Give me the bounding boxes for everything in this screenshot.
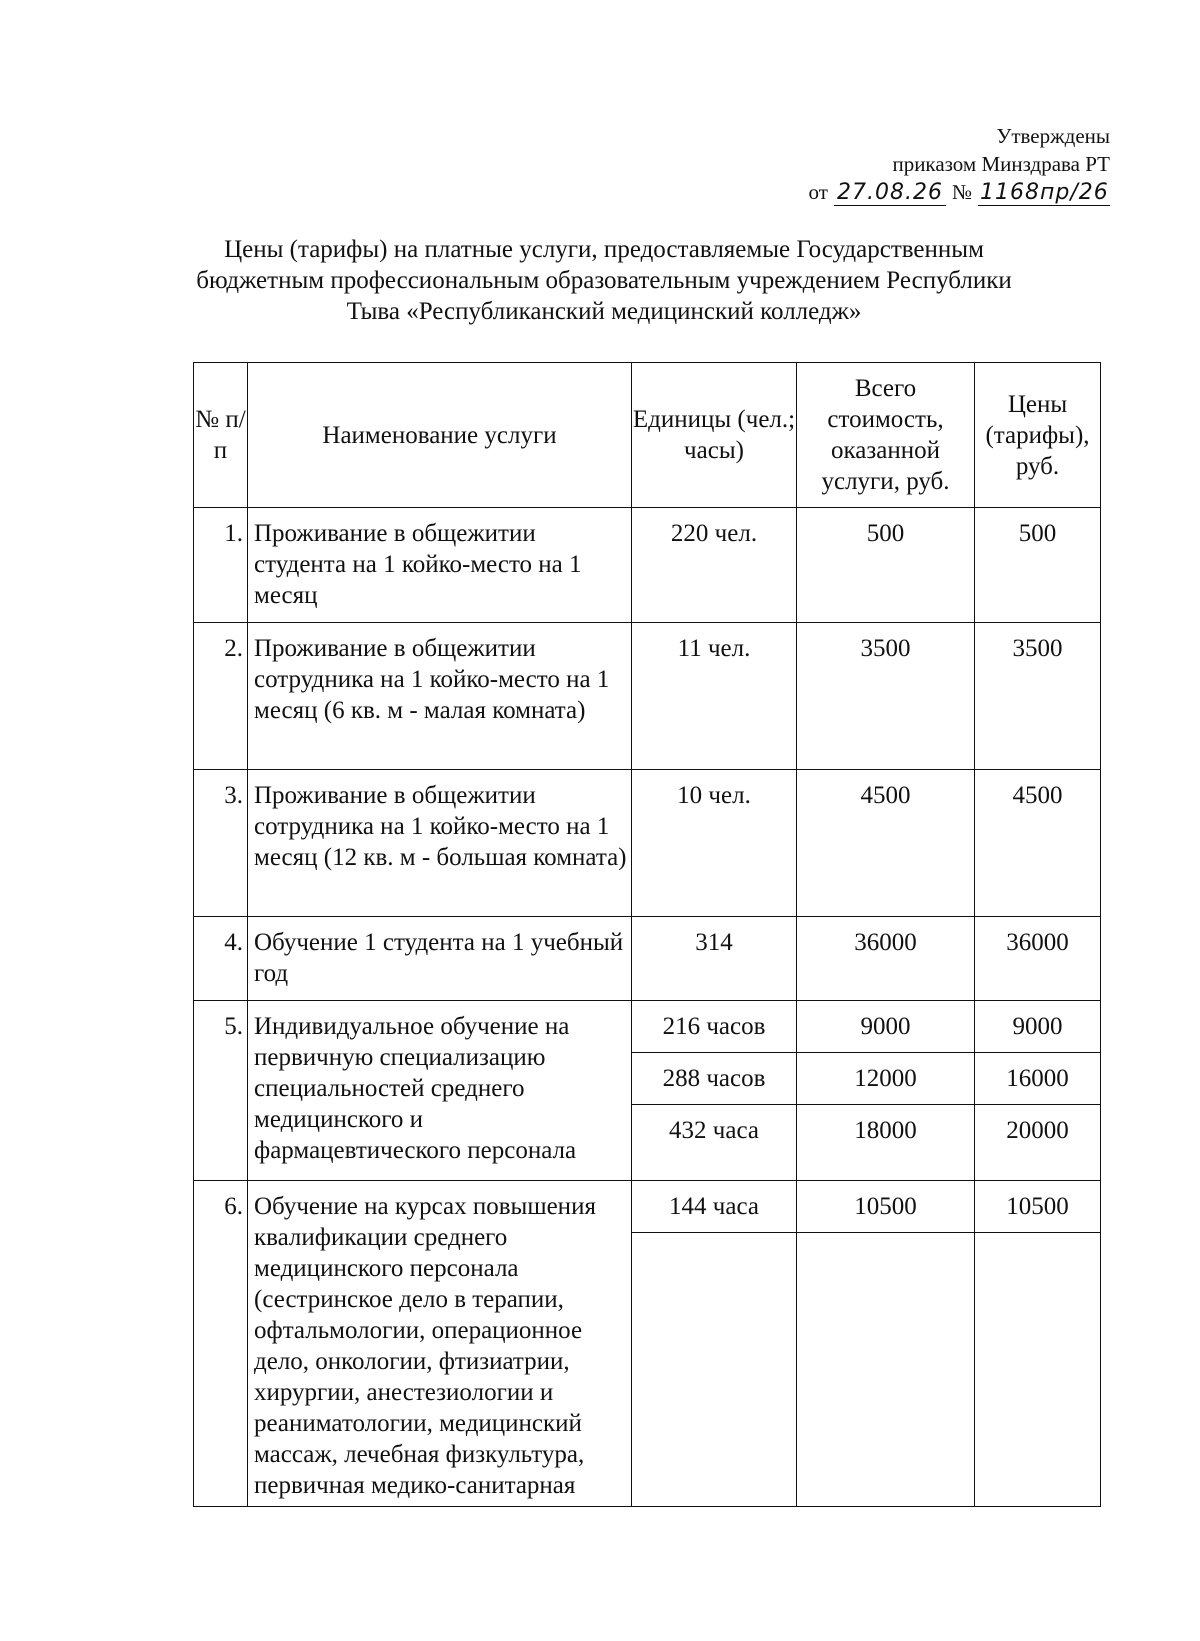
order-number-prefix: № xyxy=(951,180,972,204)
handwritten-date: 27.08.26 xyxy=(834,181,946,206)
handwritten-order-number: 1168пр/26 xyxy=(980,180,1109,205)
row-units xyxy=(632,1233,797,1507)
row-total: 9000 xyxy=(797,1001,975,1053)
header-total: Всего стоимость, оказанной услуги, руб. xyxy=(797,363,975,508)
row-num: 1. xyxy=(194,508,248,623)
row-price: 500 xyxy=(975,508,1101,623)
row-total: 10500 xyxy=(797,1181,975,1233)
row-price: 4500 xyxy=(975,770,1101,917)
row-units: 216 часов xyxy=(632,1001,797,1053)
row-name: Проживание в общежитии сотрудника на 1 койко-место на 1 месяц (6 кв. м - малая комната) xyxy=(248,623,632,770)
row-price xyxy=(975,1233,1101,1507)
header-num: № п/п xyxy=(194,363,248,508)
row-units: 144 часа xyxy=(632,1181,797,1233)
row-price: 36000 xyxy=(975,917,1101,1001)
order-from-prefix: от xyxy=(808,180,828,204)
row-units: 288 часов xyxy=(632,1053,797,1105)
approval-stamp xyxy=(809,122,1110,206)
table-row xyxy=(194,508,1101,623)
table-row xyxy=(194,1181,1101,1233)
row-price: 3500 xyxy=(975,623,1101,770)
approval-line-1: Утверждены xyxy=(996,124,1110,148)
row-total: 18000 xyxy=(797,1105,975,1181)
row-total: 500 xyxy=(797,508,975,623)
table-header-row xyxy=(194,363,1101,508)
row-total xyxy=(797,1233,975,1507)
approval-line-2: приказом Минздрава РТ xyxy=(892,152,1110,176)
row-units: 10 чел. xyxy=(632,770,797,917)
header-price: Цены (тарифы), руб. xyxy=(975,363,1101,508)
row-num: 6. xyxy=(194,1181,248,1507)
price-table xyxy=(193,362,1101,1507)
row-units: 432 часа xyxy=(632,1105,797,1181)
row-units: 314 xyxy=(632,917,797,1001)
row-num: 2. xyxy=(194,623,248,770)
approval-order-line xyxy=(809,178,1110,206)
row-name: Проживание в общежитии сотрудника на 1 койко-место на 1 месяц (12 кв. м - большая комната) xyxy=(248,770,632,917)
table-row xyxy=(194,1001,1101,1053)
row-total: 36000 xyxy=(797,917,975,1001)
row-num: 3. xyxy=(194,770,248,917)
header-name: Наименование услуги xyxy=(248,363,632,508)
row-name: Обучение на курсах повышения квалификации среднего медицинского персонала (сестринское дело в терапии, офтальмологии, операционное дело, онкологии, фтизиатрии, хирургии, анестезиологии и реаниматологии, медицинский массаж, лечебная физкультура, первичная медико-санитарная xyxy=(248,1181,632,1507)
row-name: Проживание в общежитии студента на 1 койко-место на 1 месяц xyxy=(248,508,632,623)
table-row xyxy=(194,770,1101,917)
row-price: 10500 xyxy=(975,1181,1101,1233)
row-price: 16000 xyxy=(975,1053,1101,1105)
row-price: 9000 xyxy=(975,1001,1101,1053)
row-units: 11 чел. xyxy=(632,623,797,770)
row-total: 3500 xyxy=(797,623,975,770)
table-row xyxy=(194,917,1101,1001)
row-name: Индивидуальное обучение на первичную специализацию специальностей среднего медицинского и фармацевтического персонала xyxy=(248,1001,632,1181)
document-title: Цены (тарифы) на платные услуги, предоставляемые Государственным бюджетным профессиональным образовательным учреждением Республики Тыва «Республиканский медицинский колледж» xyxy=(196,236,1012,325)
row-price: 20000 xyxy=(975,1105,1101,1181)
row-num: 5. xyxy=(194,1001,248,1181)
header-units: Единицы (чел.; часы) xyxy=(632,363,797,508)
row-total: 12000 xyxy=(797,1053,975,1105)
row-total: 4500 xyxy=(797,770,975,917)
row-units: 220 чел. xyxy=(632,508,797,623)
row-num: 4. xyxy=(194,917,248,1001)
table-row xyxy=(194,623,1101,770)
row-name: Обучение 1 студента на 1 учебный год xyxy=(248,917,632,1001)
